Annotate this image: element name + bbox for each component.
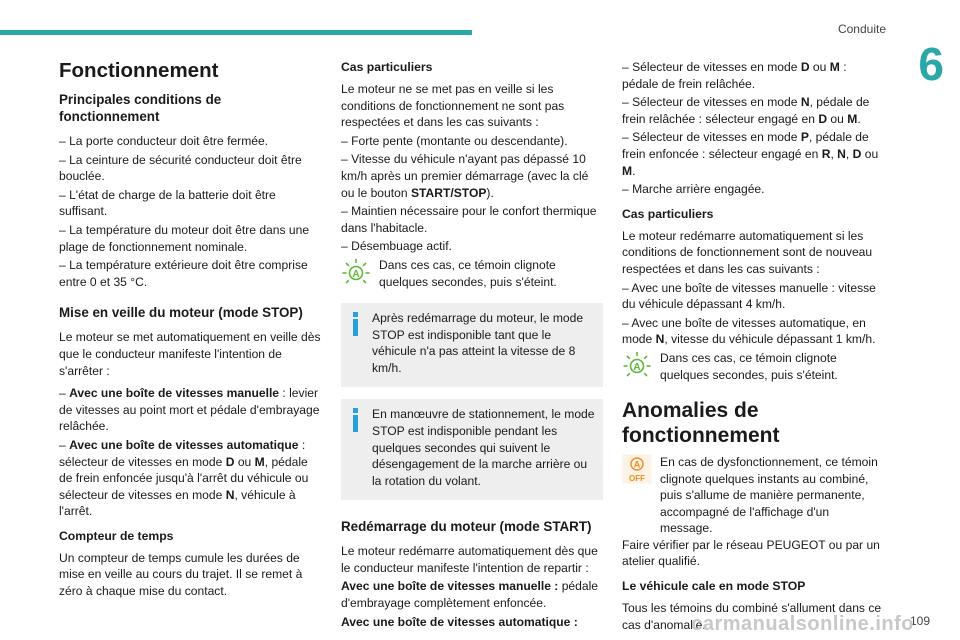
anomaly-lamp-row: [622, 454, 884, 537]
info-note-1: [341, 303, 603, 387]
warning-lamp-row: [622, 350, 884, 384]
eco-a-off-orange-icon: [622, 454, 652, 484]
heading-stall: Le véhicule cale en mode STOP: [622, 579, 806, 594]
stop-intro: Le moteur se met automatiquement en veille dès que le conducteur manifeste l'intention de s'arrêter :: [59, 330, 321, 378]
list-item: – Avec une boîte de vitesses automatique, en mode N, vitesse du véhicule dépassant 1 km/h.: [622, 315, 876, 347]
info-note-2: [341, 399, 603, 500]
watermark: carmanualsonline.info: [691, 613, 914, 635]
stop-auto-item: – Avec une boîte de vitesses automatique : sélecteur de vitesses en mode D ou M, pédale de frein enfoncée jusqu'à l'arrêt du véhicule ou sélecteur de vitesses en mode N, véhicule à l'arrêt.: [59, 437, 309, 519]
start-auto: Avec une boîte de vitesses automatique :: [341, 614, 578, 629]
list-item: – Sélecteur de vitesses en mode N, pédale de frein relâchée : sélecteur engagé en D ou M.: [622, 95, 870, 126]
heading-time-counter: Compteur de temps: [59, 528, 174, 543]
page-number: 109: [909, 614, 930, 628]
list-item: – Vitesse du véhicule n'ayant pas dépassé 10 km/h après un premier démarrage (avec la clé ou le bouton START/STOP).: [341, 152, 589, 200]
column-3: [622, 56, 884, 635]
eco-a-green-icon: [622, 350, 652, 380]
list-item: – Forte pente (montante ou descendante).: [341, 133, 568, 148]
anomaly-advice: Faire vérifier par le réseau PEUGEOT ou par un atelier qualifié.: [622, 537, 880, 569]
heading-anomalies: Anomalies de fonctionnement: [622, 398, 780, 447]
list-item: – La porte conducteur doit être fermée.: [59, 134, 269, 148]
heading-stop-mode: Mise en veille du moteur (mode STOP): [59, 305, 303, 321]
list-item: – La température extérieure doit être comprise entre 0 et 35 °C.: [59, 258, 308, 289]
svg-text:A: A: [633, 361, 641, 373]
header-accent-bar: [0, 30, 472, 35]
heading-special-cases: Cas particuliers: [341, 60, 433, 74]
svg-text:A: A: [633, 459, 641, 470]
special-intro-2: Le moteur redémarre automatiquement si les conditions de fonctionnement sont de nouveau respectées et dans les cas suivants :: [622, 228, 873, 276]
warning-lamp-row: [341, 257, 603, 291]
eco-a-green-icon: [341, 257, 371, 287]
special-intro: Le moteur ne se met pas en veille si les conditions de fonctionnement ne sont pas respectées et dans les cas suivants :: [341, 82, 565, 130]
heading-special-cases-2: Cas particuliers: [622, 206, 714, 221]
note-text: Après redémarrage du moteur, le mode STOP est indisponible tant que le véhicule n'a pas atteint la vitesse de 8 km/h.: [372, 310, 584, 375]
warning-text: Dans ces cas, ce témoin clignote quelques secondes, puis s'éteint.: [660, 350, 838, 382]
heading-fonctionnement: Fonctionnement: [59, 59, 219, 82]
info-icon: [353, 312, 358, 336]
anomaly-text: En cas de dysfonctionnement, ce témoin clignote quelques instants au combiné, puis s'allume de manière permanente, accompagné de l'affichage d'un message.: [660, 454, 878, 536]
column-1: [59, 56, 321, 602]
list-item: – Sélecteur de vitesses en mode P, pédale de frein enfoncée : sélecteur engagé en R, N, D ou M.: [622, 130, 879, 178]
start-intro: Le moteur redémarre automatiquement dès que le conducteur manifeste l'intention de repartir :: [341, 544, 598, 575]
list-item: – L'état de charge de la batterie doit être suffisant.: [59, 187, 276, 219]
section-title: Conduite: [837, 22, 886, 36]
svg-text:OFF: OFF: [629, 473, 645, 483]
start-manual: Avec une boîte de vitesses manuelle : pédale d'embrayage complètement enfoncée.: [341, 579, 599, 611]
svg-text:A: A: [352, 268, 360, 280]
note-text: En manœuvre de stationnement, le mode STOP est indisponible pendant les quelques secondes qui suivent le désengagement de la marche arrière ou la rotation du volant.: [372, 407, 595, 488]
time-counter-text: Un compteur de temps cumule les durées de mise en veille au cours du trajet. Il se remet à zéro à chaque mise du contact.: [59, 550, 303, 599]
list-item: – Avec une boîte de vitesses manuelle : vitesse du véhicule dépassant 4 km/h.: [622, 280, 876, 312]
stop-manual-item: – Avec une boîte de vitesses manuelle : levier de vitesses au point mort et pédale d'embrayage relâchée.: [59, 386, 320, 434]
list-item: – Marche arrière engagée.: [622, 182, 765, 197]
column-2: [341, 56, 603, 632]
stall-text: Tous les témoins du combiné s'allument dans ce cas d'anomalie.: [622, 601, 882, 632]
warning-text: Dans ces cas, ce témoin clignote quelques secondes, puis s'éteint.: [379, 257, 557, 289]
chapter-number: 6: [918, 38, 944, 90]
list-item: – Maintien nécessaire pour le confort thermique dans l'habitacle.: [341, 204, 597, 235]
list-item: – Désembuage actif.: [341, 239, 452, 254]
conditions-list: [59, 133, 321, 290]
heading-conditions: Principales conditions de fonctionnement: [59, 92, 222, 124]
list-item: – Sélecteur de vitesses en mode D ou M : pédale de frein relâchée.: [622, 60, 847, 91]
info-icon: [353, 408, 358, 432]
list-item: – La ceinture de sécurité conducteur doit être bouclée.: [59, 152, 302, 184]
heading-start-mode: Redémarrage du moteur (mode START): [341, 519, 592, 535]
list-item: – La température du moteur doit être dans une plage de fonctionnement nominale.: [59, 222, 310, 254]
